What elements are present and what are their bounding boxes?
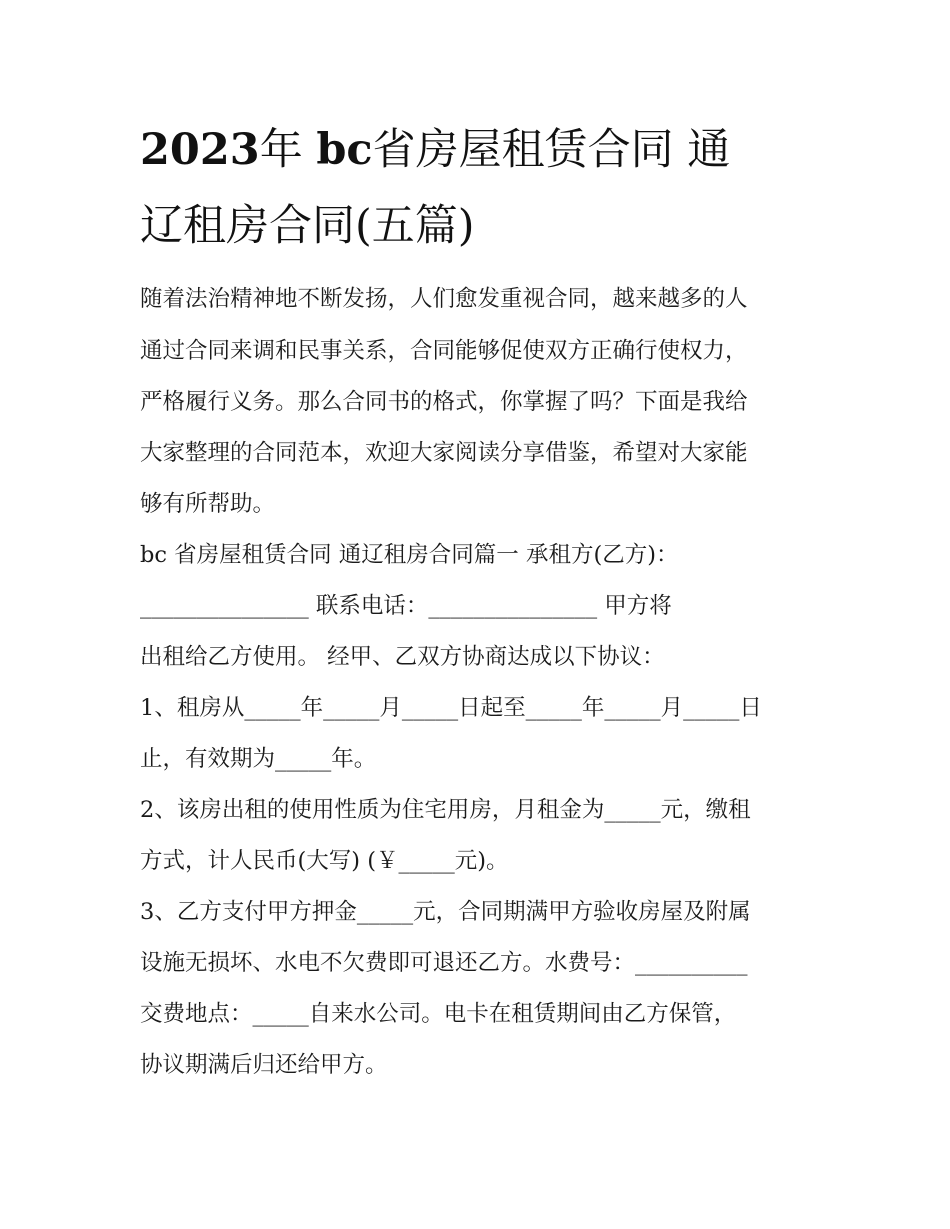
- body-line: _______________ 联系电话：_______________ 甲方将: [140, 593, 672, 619]
- body-line: 严格履行义务。那么合同书的格式，你掌握了吗？下面是我给: [140, 389, 748, 415]
- body-line: 通过合同来调和民事关系，合同能够促使双方正确行使权力，: [140, 338, 748, 364]
- clause-1-line: 1、租房从_____年_____月_____日起至_____年_____月_____日: [140, 695, 762, 721]
- clause-3-line: 交费地点：_____自来水公司。电卡在租赁期间由乙方保管，: [140, 1001, 737, 1027]
- body-line: 出租给乙方使用。 经甲、乙双方协商达成以下协议：: [140, 644, 665, 670]
- clause-3-line: 协议期满后归还给甲方。: [140, 1052, 388, 1078]
- clause-2-line: 2、该房出租的使用性质为住宅用房，月租金为_____元，缴租: [140, 797, 751, 823]
- clause-3-line: 3、乙方支付甲方押金_____元，合同期满甲方验收房屋及附属: [140, 899, 751, 925]
- clause-3-line: 设施无损坏、水电不欠费即可退还乙方。水费号：__________: [140, 950, 748, 976]
- title-line-2: 辽租房合同(五篇): [140, 201, 475, 251]
- title-year-number: 2023: [140, 125, 260, 175]
- document-title: [140, 112, 820, 264]
- body-line: 大家整理的合同范本，欢迎大家阅读分享借鉴，希望对大家能: [140, 440, 748, 466]
- clause-1-line: 止，有效期为_____年。: [140, 746, 377, 772]
- section-heading-line: bc 省房屋租赁合同 通辽租房合同篇一 承租方(乙方)：: [140, 542, 679, 568]
- clause-2-line: 方式，计人民币(大写) (￥_____元)。: [140, 848, 509, 874]
- body-line: 够有所帮助。: [140, 491, 276, 517]
- title-year-char: 年: [259, 125, 303, 175]
- title-line-1-rest: 省房屋租赁合同 通: [372, 125, 731, 175]
- body-line: 随着法治精神地不断发扬，人们愈发重视合同，越来越多的人: [140, 286, 748, 312]
- title-region-code: bc: [316, 125, 373, 175]
